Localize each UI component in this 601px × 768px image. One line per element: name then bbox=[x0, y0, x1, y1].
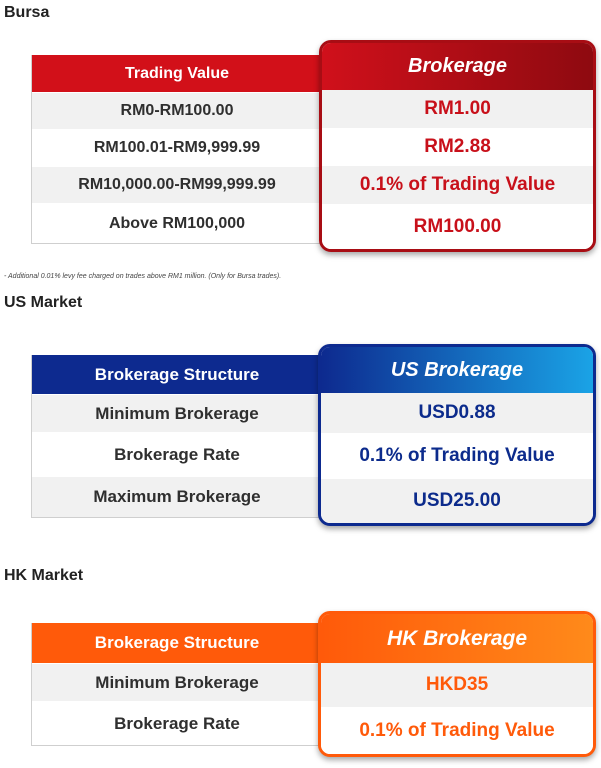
hk-left-table bbox=[31, 623, 323, 746]
bursa-brokerage-card bbox=[319, 40, 596, 252]
bursa-brokerage-value: RM1.00 bbox=[322, 90, 593, 128]
section-title-bursa: Bursa bbox=[4, 4, 50, 21]
us-brokerage-value: USD25.00 bbox=[321, 479, 593, 523]
hk-brokerage-value: HKD35 bbox=[321, 663, 593, 707]
bursa-row-label: RM10,000.00-RM99,999.99 bbox=[32, 166, 322, 203]
bursa-brokerage-value: RM100.00 bbox=[322, 204, 593, 249]
hk-row-label: Brokerage Rate bbox=[32, 701, 322, 745]
hk-brokerage-header: HK Brokerage bbox=[321, 614, 593, 663]
us-brokerage-card bbox=[318, 344, 596, 526]
us-brokerage-value: USD0.88 bbox=[321, 393, 593, 433]
section-title-hk: HK Market bbox=[4, 567, 84, 584]
hk-brokerage-card bbox=[318, 611, 596, 757]
bursa-footnote: - Additional 0.01% levy fee charged on trades above RM1 million. (Only for Bursa trades). bbox=[4, 273, 282, 280]
us-left-header: Brokerage Structure bbox=[32, 355, 322, 394]
us-brokerage-value: 0.1% of Trading Value bbox=[321, 433, 593, 479]
bursa-row-label: RM100.01-RM9,999.99 bbox=[32, 129, 322, 166]
bursa-brokerage-header: Brokerage bbox=[322, 43, 593, 90]
us-row-label: Brokerage Rate bbox=[32, 432, 322, 476]
bursa-left-table bbox=[31, 55, 323, 244]
section-title-us: US Market bbox=[4, 294, 83, 311]
us-row-label: Maximum Brokerage bbox=[32, 476, 322, 517]
hk-row-label: Minimum Brokerage bbox=[32, 663, 322, 701]
bursa-left-header: Trading Value bbox=[32, 55, 322, 92]
bursa-row-label: RM0-RM100.00 bbox=[32, 92, 322, 129]
bursa-brokerage-value: 0.1% of Trading Value bbox=[322, 166, 593, 204]
bursa-brokerage-value: RM2.88 bbox=[322, 128, 593, 166]
hk-brokerage-value: 0.1% of Trading Value bbox=[321, 707, 593, 754]
hk-left-header: Brokerage Structure bbox=[32, 623, 322, 663]
bursa-row-label: Above RM100,000 bbox=[32, 203, 322, 243]
us-left-table bbox=[31, 355, 323, 518]
us-brokerage-header: US Brokerage bbox=[321, 347, 593, 393]
us-row-label: Minimum Brokerage bbox=[32, 394, 322, 432]
